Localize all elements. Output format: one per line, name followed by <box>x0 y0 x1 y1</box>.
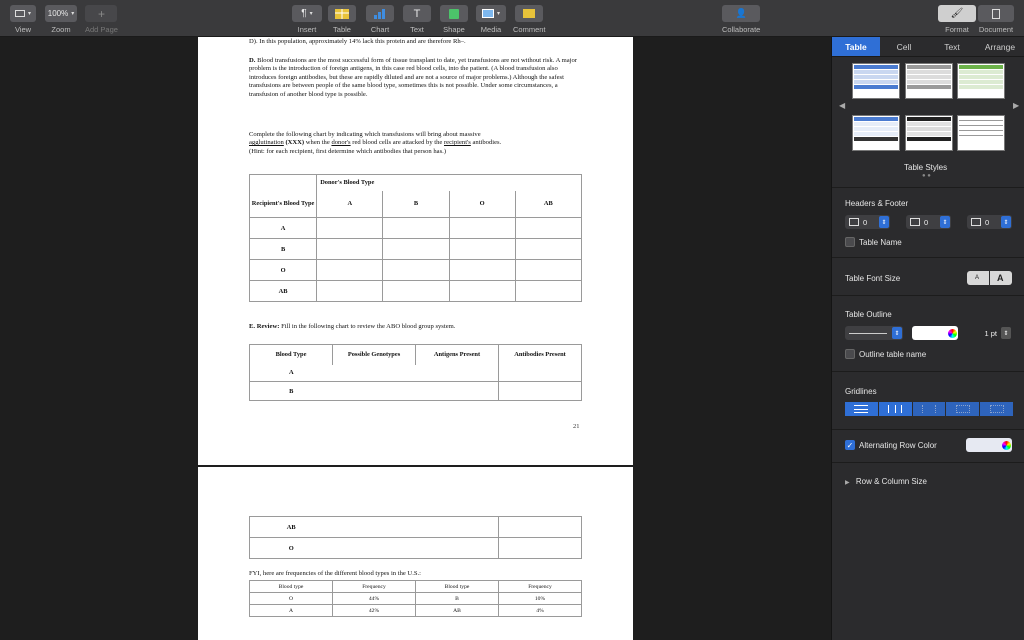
decrease-font-size-button[interactable] <box>967 271 989 285</box>
table-cell[interactable] <box>416 538 499 559</box>
gridlines-title: Gridlines <box>845 387 877 396</box>
instr-agglutination: agglutination <box>249 139 284 147</box>
stepper-arrows-icon: ⇕ <box>1001 327 1011 339</box>
fyi-text: FYI, here are frequencies of the different blood types in the U.S.: <box>249 570 421 577</box>
add-page-label: Add Page <box>85 25 118 34</box>
divider <box>832 257 1024 258</box>
header-row-lines-icon <box>922 405 936 413</box>
table-cell[interactable] <box>333 365 416 382</box>
comment-icon <box>523 9 535 18</box>
media-button[interactable] <box>476 5 506 22</box>
freq-header-freq-1[interactable]: Frequency <box>333 581 416 593</box>
color-wheel-icon <box>948 329 957 338</box>
chart-instructions <box>249 131 584 156</box>
media-control[interactable] <box>476 5 506 34</box>
image-icon <box>482 9 494 18</box>
table-cell[interactable] <box>317 239 383 260</box>
disclosure-triangle-icon: ▶ <box>845 480 850 486</box>
table-cell[interactable] <box>515 281 581 302</box>
donor-header[interactable]: Donor's Blood Type <box>317 175 582 191</box>
table-style-light-blue[interactable] <box>852 115 900 151</box>
shape-button[interactable] <box>440 5 468 22</box>
row-type-ab[interactable]: AB <box>250 517 333 538</box>
table-cell[interactable] <box>333 517 416 538</box>
donor-col-a[interactable]: A <box>317 191 383 218</box>
chart-label: Chart <box>370 25 390 34</box>
freq-cell[interactable]: A <box>250 605 333 617</box>
paintbrush-icon: 🖌 <box>950 8 964 19</box>
gridlines-header-column-button[interactable] <box>946 402 980 416</box>
stepper-arrows-icon: ⇕ <box>879 216 889 228</box>
table-name-label: Table Name <box>859 238 902 247</box>
zoom-control[interactable] <box>45 5 77 34</box>
header-rows-value: 0 <box>863 217 868 227</box>
table-cell[interactable] <box>383 218 449 239</box>
page-1[interactable] <box>198 37 633 465</box>
collaborate-icon: 👤 <box>735 8 747 18</box>
font-large-label: A <box>997 273 1004 283</box>
instr-mid2: red blood cells are attacked by the <box>352 139 443 147</box>
table-cell[interactable] <box>383 281 449 302</box>
alternating-row-color-checkbox[interactable] <box>845 440 855 450</box>
table-cell[interactable] <box>416 365 499 382</box>
table-cell[interactable] <box>449 218 515 239</box>
text-box-icon: T <box>413 7 421 20</box>
row-column-size-label: Row & Column Size <box>855 477 927 486</box>
table-cell[interactable] <box>449 281 515 302</box>
stepper-arrows-icon: ⇕ <box>892 327 902 339</box>
format-button[interactable] <box>938 5 976 22</box>
donor-col-b[interactable]: B <box>383 191 449 218</box>
table-button[interactable] <box>328 5 356 22</box>
table-style-dark[interactable] <box>905 115 953 151</box>
row-type-b[interactable]: B <box>250 382 333 401</box>
outline-color-well[interactable] <box>912 326 958 340</box>
donor-col-o[interactable]: O <box>449 191 515 218</box>
table-cell[interactable] <box>499 365 582 382</box>
checkmark-icon: ✓ <box>846 441 854 450</box>
table-cell[interactable] <box>383 239 449 260</box>
add-page-control[interactable] <box>85 5 118 34</box>
plus-icon: + <box>97 6 105 21</box>
instr-line-a: Complete the following chart by indicating which transfusions will bring about massive <box>249 131 481 138</box>
divider <box>832 462 1024 463</box>
stepper-arrows-icon: ⇕ <box>940 216 950 228</box>
line-style-icon <box>849 333 887 334</box>
transfusion-table[interactable] <box>249 174 582 302</box>
collaborate-button[interactable] <box>722 5 760 22</box>
document-canvas[interactable] <box>0 37 831 640</box>
gridlines-horizontal-body-button[interactable] <box>845 402 879 416</box>
tab-text[interactable]: Text <box>928 37 976 57</box>
gridlines-control <box>845 402 1013 416</box>
zoom-value: 100% <box>47 9 69 18</box>
document-control[interactable] <box>978 5 1014 34</box>
footer-rows-stepper[interactable] <box>967 215 1012 229</box>
insert-button[interactable] <box>292 5 322 22</box>
freq-cell[interactable]: 10% <box>499 593 582 605</box>
tab-table[interactable]: Table <box>832 37 880 57</box>
row-column-size-disclosure[interactable] <box>845 477 927 486</box>
stepper-arrows-icon: ⇕ <box>1001 216 1011 228</box>
header-antigens[interactable]: Antigens Present <box>416 345 499 365</box>
header-column-lines-icon <box>956 405 970 413</box>
review-text: Fill in the following chart to review the ABO blood group system. <box>281 323 456 330</box>
document-button[interactable] <box>978 5 1014 22</box>
shape-icon <box>449 9 459 19</box>
outline-width-value: 1 pt <box>984 328 997 338</box>
page-2[interactable] <box>198 467 633 640</box>
row-type-o[interactable]: O <box>250 538 333 559</box>
abo-review-table[interactable] <box>249 344 582 401</box>
format-tabs <box>832 37 1024 57</box>
header-genotypes[interactable]: Possible Genotypes <box>333 345 416 365</box>
paragraph-d-text: Blood transfusions are the most successful form of tissue transplant to date, yet transfusions are not without risk. A major problem is the introduction of foreign antigens, in this case red blood cells, into the patient. (A blood transfusion also introduces foreign antibodies, but these are rapidly diluted and are not a source of major problems.) Although the safest transfusions are between people of the same blood type, sometimes this is not possible. Under some circumstances, a transfusion of another blood type is possible. <box>249 57 578 98</box>
chevron-down-icon: ▾ <box>496 11 500 17</box>
comment-button[interactable] <box>515 5 543 22</box>
zoom-label: Zoom <box>51 25 71 34</box>
chevron-right-icon[interactable]: ▶ <box>1013 101 1020 110</box>
chevron-down-icon: ▾ <box>27 11 31 17</box>
divider <box>832 371 1024 372</box>
freq-cell[interactable]: 44% <box>333 593 416 605</box>
bar-chart-icon <box>373 9 387 19</box>
footer-lines-icon <box>990 405 1004 413</box>
table-cell[interactable] <box>317 218 383 239</box>
recipient-row-o[interactable]: O <box>250 260 317 281</box>
view-label: View <box>14 25 32 34</box>
outline-width-stepper[interactable] <box>967 326 1012 340</box>
instr-line-b <box>249 139 584 147</box>
view-button[interactable] <box>10 5 36 22</box>
recipient-header[interactable]: Recipient's Blood Type <box>250 191 317 218</box>
instr-mid: when the <box>305 139 330 147</box>
table-name-checkbox[interactable] <box>845 237 855 247</box>
shape-label: Shape <box>443 25 465 34</box>
table-cell[interactable] <box>499 538 582 559</box>
table-outline-title: Table Outline <box>845 310 892 319</box>
table-cell[interactable] <box>449 260 515 281</box>
table-label: Table <box>333 25 351 34</box>
freq-cell[interactable]: O <box>250 593 333 605</box>
header-columns-value: 0 <box>924 217 929 227</box>
recipient-row-ab[interactable]: AB <box>250 281 317 302</box>
instr-end: antibodies. <box>472 139 502 147</box>
header-columns-stepper[interactable] <box>906 215 951 229</box>
recipient-row-b[interactable]: B <box>250 239 317 260</box>
add-page-button[interactable] <box>85 5 117 22</box>
zoom-button[interactable] <box>45 5 77 22</box>
review-heading <box>249 323 584 331</box>
page-dots[interactable]: ● ● <box>922 173 931 179</box>
table-styles-label: Table Styles <box>904 163 948 172</box>
instr-recipient: recipient's <box>443 139 471 147</box>
table-style-plain[interactable] <box>957 115 1005 151</box>
divider <box>832 429 1024 430</box>
table-cell[interactable] <box>383 260 449 281</box>
collaborate-label: Collaborate <box>722 25 761 34</box>
comment-control[interactable] <box>513 5 546 34</box>
insert-control[interactable] <box>292 5 322 34</box>
header-rows-icon <box>849 218 859 226</box>
paragraph-icon: ¶ <box>301 8 307 19</box>
chart-control[interactable] <box>366 5 394 34</box>
divider <box>832 187 1024 188</box>
header-blood-type[interactable]: Blood Type <box>250 345 333 365</box>
freq-header-freq-2[interactable]: Frequency <box>499 581 582 593</box>
collaborate-control[interactable] <box>722 5 760 34</box>
format-label: Format <box>945 25 969 34</box>
toolbar <box>0 0 1024 37</box>
color-wheel-icon <box>1002 441 1011 450</box>
donor-col-ab[interactable]: AB <box>515 191 581 218</box>
footer-rows-icon <box>971 218 981 226</box>
table-cell[interactable] <box>416 382 499 401</box>
chart-button[interactable] <box>366 5 394 22</box>
document-icon <box>992 9 1000 19</box>
text-label: Text <box>410 25 424 34</box>
outline-table-name-checkbox[interactable] <box>845 349 855 359</box>
document-label: Document <box>978 25 1014 34</box>
review-label: E. Review: <box>249 323 280 330</box>
table-style-green[interactable] <box>957 63 1005 99</box>
frequency-table[interactable] <box>249 580 582 617</box>
table-font-size-title: Table Font Size <box>845 274 901 283</box>
table-cell[interactable] <box>515 260 581 281</box>
table-icon <box>335 9 349 19</box>
freq-cell[interactable]: B <box>416 593 499 605</box>
text-control[interactable] <box>403 5 431 34</box>
header-rows-stepper[interactable] <box>845 215 890 229</box>
shape-control[interactable] <box>440 5 468 34</box>
recipient-row-a[interactable]: A <box>250 218 317 239</box>
format-sidebar <box>831 37 1024 640</box>
table-cell[interactable] <box>333 538 416 559</box>
vertical-lines-icon <box>888 405 902 413</box>
gridlines-header-row-button[interactable] <box>913 402 947 416</box>
text-button[interactable] <box>403 5 431 22</box>
horizontal-lines-icon <box>854 405 868 413</box>
tab-arrange[interactable]: Arrange <box>976 37 1024 57</box>
headers-footer-title: Headers & Footer <box>845 199 909 208</box>
sidebar-view-icon <box>15 10 25 17</box>
table-cell[interactable] <box>515 218 581 239</box>
view-control[interactable] <box>10 5 36 34</box>
instr-donor: donor's <box>331 139 351 147</box>
instr-line-c: (Hint: for each recipient, first determine which antibodies that person has.) <box>249 147 447 155</box>
freq-cell[interactable]: 42% <box>333 605 416 617</box>
header-columns-icon <box>910 218 920 226</box>
table-cell[interactable] <box>515 239 581 260</box>
instr-mark: (XXX) <box>285 139 305 147</box>
page-number: 21 <box>573 423 580 430</box>
table-cell[interactable] <box>449 239 515 260</box>
table-cell[interactable] <box>250 175 317 191</box>
table-style-blue[interactable] <box>852 63 900 99</box>
table-cell[interactable] <box>317 260 383 281</box>
gridlines-footer-button[interactable] <box>980 402 1013 416</box>
divider <box>832 295 1024 296</box>
outline-style-select[interactable] <box>845 326 903 340</box>
table-cell[interactable] <box>333 382 416 401</box>
chevron-down-icon: ▾ <box>71 11 75 17</box>
table-control[interactable] <box>328 5 356 34</box>
header-antibodies[interactable]: Antibodies Present <box>499 345 582 365</box>
gridlines-vertical-body-button[interactable] <box>879 402 913 416</box>
table-cell[interactable] <box>317 281 383 302</box>
outline-table-name-label: Outline table name <box>859 350 927 359</box>
freq-header-type-2[interactable]: Blood type <box>416 581 499 593</box>
comment-label: Comment <box>513 25 546 34</box>
table-cell[interactable] <box>499 382 582 401</box>
alternating-row-color-label: Alternating Row Color <box>859 441 937 450</box>
abo-review-table-continued[interactable] <box>249 516 582 559</box>
footer-rows-value: 0 <box>985 217 990 227</box>
font-small-label: A <box>975 275 980 281</box>
media-label: Media <box>480 25 502 34</box>
freq-cell[interactable]: AB <box>416 605 499 617</box>
alternating-row-color-well[interactable] <box>966 438 1012 452</box>
top-line: D). In this population, approximately 14% lack this protein and are therefore Rh–. <box>249 38 466 45</box>
chevron-down-icon: ▾ <box>309 11 313 17</box>
chevron-left-icon[interactable]: ◀ <box>839 101 846 110</box>
paragraph-d-label: D. <box>249 57 256 64</box>
row-type-a[interactable]: A <box>250 365 333 382</box>
table-style-gray[interactable] <box>905 63 953 99</box>
format-control[interactable] <box>938 5 976 34</box>
increase-font-size-button[interactable] <box>990 271 1012 285</box>
table-cell[interactable] <box>416 517 499 538</box>
paragraph-d <box>249 57 584 99</box>
tab-cell[interactable]: Cell <box>880 37 928 57</box>
freq-cell[interactable]: 4% <box>499 605 582 617</box>
freq-header-type-1[interactable]: Blood type <box>250 581 333 593</box>
insert-label: Insert <box>297 25 317 34</box>
table-cell[interactable] <box>499 517 582 538</box>
